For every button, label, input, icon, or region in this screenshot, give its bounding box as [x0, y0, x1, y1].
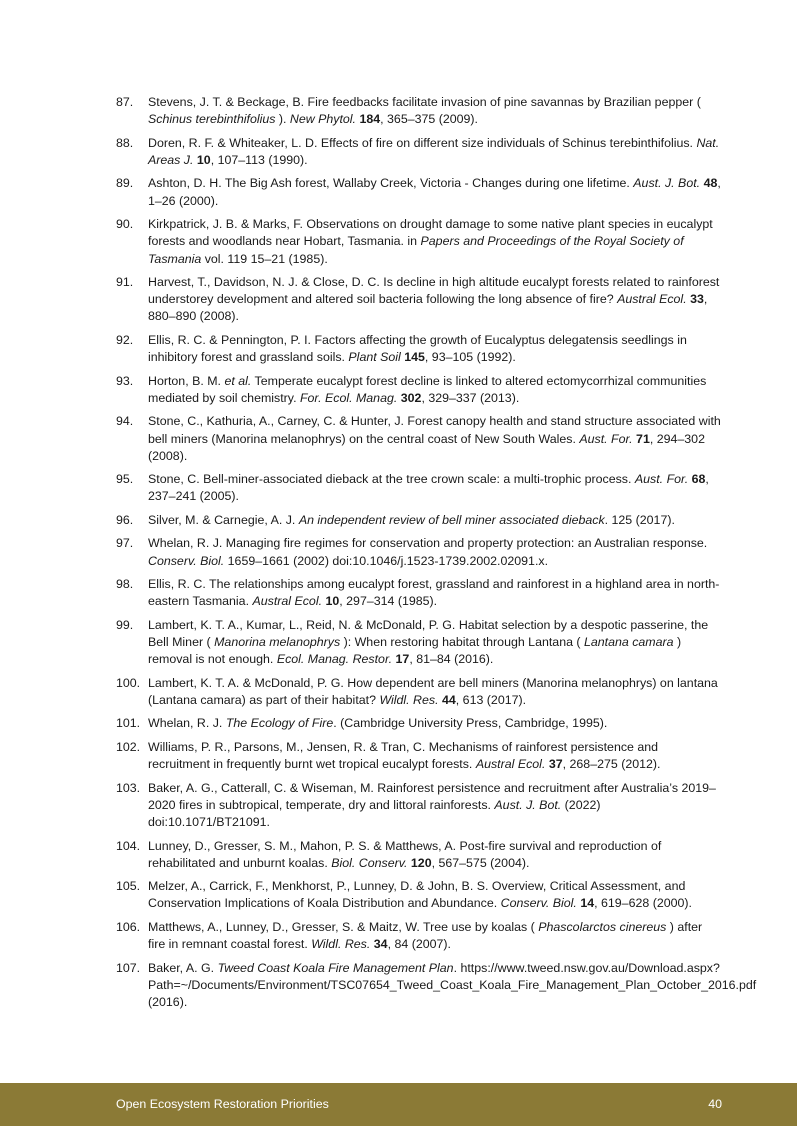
reference-number: 90. [116, 217, 134, 232]
reference-item [0, 878, 797, 912]
reference-number: 102. [116, 739, 141, 754]
reference-item [0, 535, 797, 569]
reference-item [0, 175, 797, 209]
reference-number: 101. [116, 716, 141, 731]
reference-item [0, 780, 797, 832]
reference-text: Silver, M. & Carnegie, A. J. An independent review of bell miner associated dieback. 125 (2017). [148, 512, 675, 527]
reference-number: 104. [116, 838, 141, 853]
reference-item [0, 274, 797, 326]
reference-text: Whelan, R. J. Managing fire regimes for conservation and property protection: an Australian response. Conserv. Biol. 1659–1661 (2002) doi:10.1046/j.1523-1739.2002.02091.x. [148, 536, 708, 568]
reference-item [0, 332, 797, 366]
reference-text: Ellis, R. C. The relationships among eucalypt forest, grassland and rainforest in a highland area in north-eastern Tasmania. Austral Ecol. 10, 297–314 (1985). [148, 577, 720, 609]
reference-item [0, 373, 797, 407]
reference-item [0, 919, 797, 953]
page-number: 40 [708, 1097, 722, 1111]
reference-item [0, 413, 797, 465]
reference-text: Harvest, T., Davidson, N. J. & Close, D. C. Is decline in high altitude eucalypt forests related to rainforest understorey development and altered soil bacteria following the long absence of fire? Austral Ecol. 33, 880–890 (2008). [148, 275, 720, 324]
reference-number: 96. [116, 512, 134, 527]
reference-number: 99. [116, 617, 134, 632]
reference-number: 98. [116, 577, 134, 592]
reference-text: Lambert, K. T. A. & McDonald, P. G. How dependent are bell miners (Manorina melanophrys) on lantana (Lantana camara) as part of their habitat? Wildl. Res. 44, 613 (2017). [148, 675, 718, 707]
reference-number: 103. [116, 780, 141, 795]
reference-text: Melzer, A., Carrick, F., Menkhorst, P., Lunney, D. & John, B. S. Overview, Critical Assessment, and Conservation Implications of Koala Distribution and Abundance. Conserv. Biol. 14, 619–628 (2000). [148, 879, 692, 911]
reference-text: Stevens, J. T. & Beckage, B. Fire feedbacks facilitate invasion of pine savannas by Brazilian pepper ( Schinus terebinthifolius ). New Phytol. 184, 365–375 (2009). [148, 95, 701, 127]
reference-list [0, 94, 797, 1018]
reference-number: 100. [116, 675, 141, 690]
reference-text: Doren, R. F. & Whiteaker, L. D. Effects of fire on different size individuals of Schinus terebinthifolius. Nat. Areas J. 10, 107–113 (1990). [148, 135, 720, 167]
reference-text: Matthews, A., Lunney, D., Gresser, S. & Maitz, W. Tree use by koalas ( Phascolarctos cinereus ) after fire in remnant coastal forest. Wildl. Res. 34, 84 (2007). [148, 919, 703, 952]
reference-text: Whelan, R. J. The Ecology of Fire. (Cambridge University Press, Cambridge, 1995). [148, 716, 608, 731]
reference-number: 88. [116, 135, 134, 150]
reference-item [0, 512, 797, 529]
footer-title: Open Ecosystem Restoration Priorities [116, 1097, 329, 1111]
reference-number: 105. [116, 879, 141, 894]
reference-text: Stone, C. Bell-miner-associated dieback at the tree crown scale: a multi-trophic process. Aust. For. 68, 237–241 (2005). [148, 472, 709, 504]
reference-item [0, 675, 797, 709]
reference-text: Horton, B. M. et al. Temperate eucalypt forest decline is linked to altered ectomycorrhizal communities mediated by soil chemistry. For. Ecol. Manag. 302, 329–337 (2013). [148, 373, 707, 405]
reference-item [0, 838, 797, 872]
reference-item [0, 576, 797, 610]
reference-number: 92. [116, 332, 134, 347]
page-footer [0, 1083, 797, 1126]
reference-text: Lunney, D., Gresser, S. M., Mahon, P. S. & Matthews, A. Post-fire survival and reproduction of rehabilitated and unburnt koalas. Biol. Conserv. 120, 567–575 (2004). [148, 838, 662, 870]
reference-item [0, 135, 797, 169]
reference-number: 93. [116, 373, 134, 388]
reference-number: 94. [116, 414, 134, 429]
reference-text: Ellis, R. C. & Pennington, P. I. Factors affecting the growth of Eucalyptus delegatensis seedlings in inhibitory forest and grassland soils. Plant Soil 145, 93–105 (1992). [148, 332, 687, 365]
reference-number: 87. [116, 95, 134, 109]
reference-text: Baker, A. G. Tweed Coast Koala Fire Management Plan. https://www.tweed.nsw.gov.au/Download.aspx?Path=~/Documents/Environment/TSC07654_Tweed_Coast_Koala_Fire_Management_Plan_October_2016.pdf (2016). [148, 960, 757, 1010]
reference-item [0, 739, 797, 773]
reference-item [0, 715, 797, 732]
reference-text: Ashton, D. H. The Big Ash forest, Wallaby Creek, Victoria - Changes during one lifetime. Aust. J. Bot. 48, 1–26 (2000). [148, 176, 721, 208]
reference-item [0, 471, 797, 505]
reference-item [0, 617, 797, 669]
reference-text: Baker, A. G., Catterall, C. & Wiseman, M. Rainforest persistence and recruitment after Australia’s 2019–2020 fires in subtropical, temperate, dry and littoral rainforests. Aust. J. Bot. (2022) doi:10.1071/BT21091. [148, 780, 716, 830]
reference-item [0, 216, 797, 268]
reference-number: 107. [116, 960, 141, 975]
reference-item [0, 960, 797, 1012]
reference-number: 97. [116, 536, 134, 551]
reference-text: Williams, P. R., Parsons, M., Jensen, R. & Tran, C. Mechanisms of rainforest persistence and recruitment in frequently burnt wet tropical eucalypt forests. Austral Ecol. 37, 268–275 (2012). [148, 739, 661, 772]
reference-number: 95. [116, 472, 134, 487]
reference-text: Kirkpatrick, J. B. & Marks, F. Observations on drought damage to some native plant species in eucalypt forests and woodlands near Hobart, Tasmania. in Papers and Proceedings of the Royal Society of Tasmania vol. 119 15–21 (1985). [148, 217, 713, 266]
reference-item [0, 94, 797, 128]
reference-text: Stone, C., Kathuria, A., Carney, C. & Hunter, J. Forest canopy health and stand structure associated with bell miners (Manorina melanophrys) on the central coast of New South Wales. Aust. For. 71, 294–302 (2008). [148, 414, 721, 463]
reference-number: 106. [116, 919, 141, 934]
reference-text: Lambert, K. T. A., Kumar, L., Reid, N. & McDonald, P. G. Habitat selection by a despotic passerine, the Bell Miner ( Manorina melanophrys ): When restoring habitat through Lantana ( Lantana camara ) removal is not enough. Ecol. Manag. Restor. 17, 81–84 (2016). [148, 617, 709, 667]
reference-number: 91. [116, 275, 134, 290]
reference-number: 89. [116, 176, 134, 191]
